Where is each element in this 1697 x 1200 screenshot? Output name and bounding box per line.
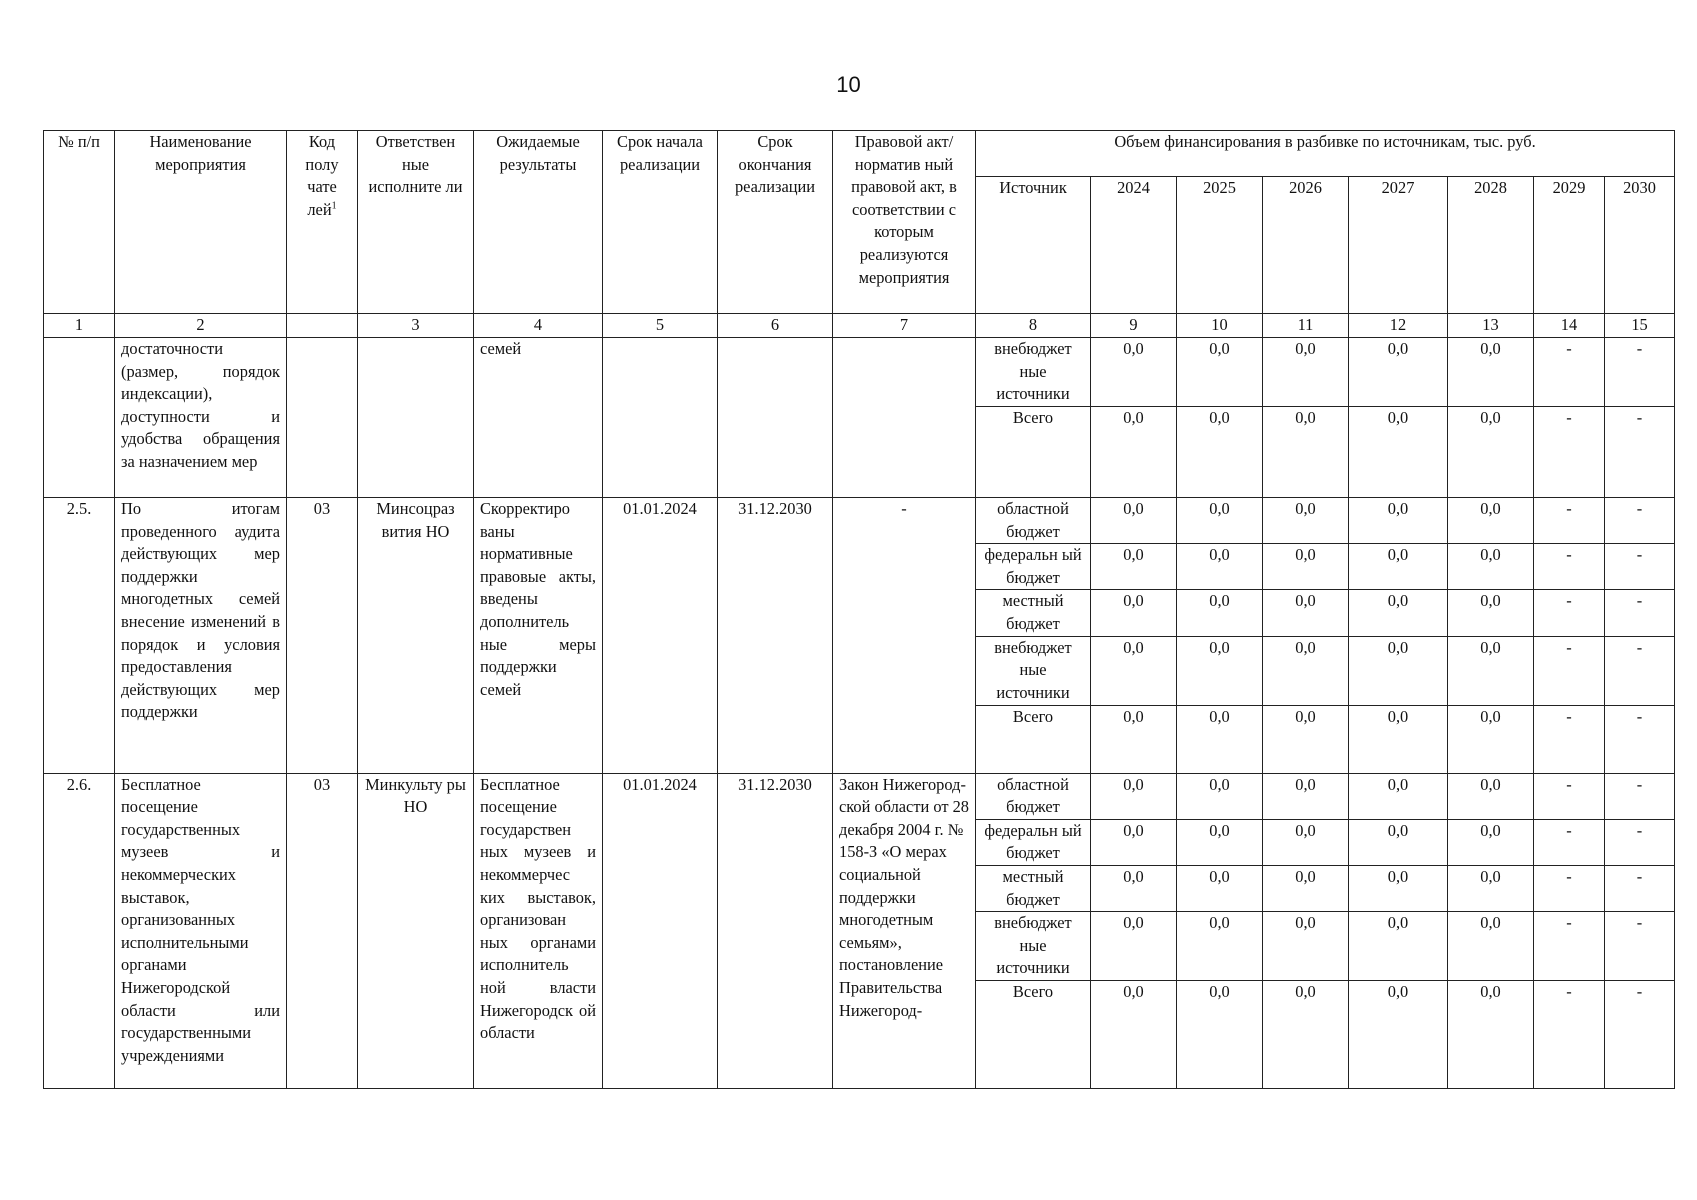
funding-source: внебюджет ные источники: [976, 636, 1091, 705]
header-results: Ожидаемые результаты: [474, 131, 603, 314]
value-2026: 0,0: [1263, 773, 1349, 819]
value-2025: 0,0: [1177, 912, 1263, 981]
value-2028: 0,0: [1448, 865, 1534, 911]
value-2030: -: [1605, 819, 1675, 865]
value-2028: 0,0: [1448, 773, 1534, 819]
value-2025: 0,0: [1177, 498, 1263, 544]
column-number: 10: [1177, 314, 1263, 338]
header-code-footnote: 1: [331, 200, 337, 212]
header-start: Срок начала реализации: [603, 131, 718, 314]
column-number: 4: [474, 314, 603, 338]
value-2024: 0,0: [1091, 590, 1177, 636]
value-2028: 0,0: [1448, 498, 1534, 544]
funding-row: [44, 773, 1675, 819]
column-number: 12: [1349, 314, 1448, 338]
value-2030: -: [1605, 981, 1675, 1089]
value-2029: -: [1534, 498, 1605, 544]
responsible-executor: Минкульту ры НО: [358, 773, 474, 1089]
header-year-2026: 2026: [1263, 177, 1349, 314]
funding-source: Всего: [976, 981, 1091, 1089]
value-2029: -: [1534, 544, 1605, 590]
value-2026: 0,0: [1263, 407, 1349, 498]
value-2026: 0,0: [1263, 498, 1349, 544]
value-2028: 0,0: [1448, 819, 1534, 865]
column-number: 5: [603, 314, 718, 338]
legal-act: Закон Нижегород-ской области от 28 декабря 2004 г. № 158-З «О мерах социальной поддержки многодетным семьям», постановление Правительства Нижегород-: [833, 773, 976, 1089]
funding-source: местный бюджет: [976, 865, 1091, 911]
header-source: Источник: [976, 177, 1091, 314]
value-2030: -: [1605, 338, 1675, 407]
value-2029: -: [1534, 981, 1605, 1089]
value-2027: 0,0: [1349, 773, 1448, 819]
value-2026: 0,0: [1263, 544, 1349, 590]
column-number: 14: [1534, 314, 1605, 338]
value-2026: 0,0: [1263, 981, 1349, 1089]
column-number: [287, 314, 358, 338]
legal-act: [833, 338, 976, 498]
value-2025: 0,0: [1177, 636, 1263, 705]
value-2027: 0,0: [1349, 636, 1448, 705]
header-end: Срок окончания реализации: [718, 131, 833, 314]
value-2026: 0,0: [1263, 636, 1349, 705]
value-2025: 0,0: [1177, 819, 1263, 865]
value-2030: -: [1605, 590, 1675, 636]
value-2026: 0,0: [1263, 338, 1349, 407]
column-number: 3: [358, 314, 474, 338]
value-2027: 0,0: [1349, 705, 1448, 773]
funding-source: федеральн ый бюджет: [976, 544, 1091, 590]
column-number: 13: [1448, 314, 1534, 338]
column-number: 6: [718, 314, 833, 338]
start-date: 01.01.2024: [603, 498, 718, 774]
value-2029: -: [1534, 865, 1605, 911]
funding-source: Всего: [976, 705, 1091, 773]
column-number: 7: [833, 314, 976, 338]
column-number: 2: [115, 314, 287, 338]
funding-source: федеральн ый бюджет: [976, 819, 1091, 865]
header-executors: Ответствен ные исполните ли: [358, 131, 474, 314]
value-2028: 0,0: [1448, 636, 1534, 705]
value-2026: 0,0: [1263, 912, 1349, 981]
item-name: По итогам проведенного аудита действующих мер поддержки многодетных семей внесение изменений в порядок и условия предоставления действующих мер поддержки: [115, 498, 287, 774]
value-2027: 0,0: [1349, 407, 1448, 498]
value-2025: 0,0: [1177, 773, 1263, 819]
value-2030: -: [1605, 912, 1675, 981]
value-2025: 0,0: [1177, 338, 1263, 407]
column-number: 1: [44, 314, 115, 338]
page-number: 10: [836, 72, 861, 97]
value-2029: -: [1534, 590, 1605, 636]
header-num: № п/п: [44, 131, 115, 314]
value-2029: -: [1534, 407, 1605, 498]
value-2026: 0,0: [1263, 705, 1349, 773]
end-date: 31.12.2030: [718, 498, 833, 774]
value-2026: 0,0: [1263, 865, 1349, 911]
value-2030: -: [1605, 705, 1675, 773]
expected-result: Бесплатное посещение государствен ных музеев и некоммерчес ких выставок, организован ных органами исполнитель ной власти Нижегородск ой области: [474, 773, 603, 1089]
value-2030: -: [1605, 544, 1675, 590]
value-2027: 0,0: [1349, 590, 1448, 636]
header-year-2028: 2028: [1448, 177, 1534, 314]
value-2030: -: [1605, 636, 1675, 705]
header-code: [287, 131, 358, 314]
header-code-text: Код полу чате лей: [305, 132, 339, 219]
value-2026: 0,0: [1263, 819, 1349, 865]
item-number: 2.5.: [44, 498, 115, 774]
value-2029: -: [1534, 338, 1605, 407]
column-number: 8: [976, 314, 1091, 338]
funding-source: внебюджет ные источники: [976, 338, 1091, 407]
value-2029: -: [1534, 819, 1605, 865]
funding-row: [44, 338, 1675, 407]
item-number: 2.6.: [44, 773, 115, 1089]
legal-act: -: [833, 498, 976, 774]
header-name: Наименование мероприятия: [115, 131, 287, 314]
value-2028: 0,0: [1448, 912, 1534, 981]
value-2027: 0,0: [1349, 819, 1448, 865]
end-date: 31.12.2030: [718, 773, 833, 1089]
recipient-code: 03: [287, 773, 358, 1089]
item-name: достаточности (размер, порядок индексации), доступности и удобства обращения за назначением мер: [115, 338, 287, 498]
value-2030: -: [1605, 498, 1675, 544]
value-2028: 0,0: [1448, 590, 1534, 636]
value-2028: 0,0: [1448, 407, 1534, 498]
funding-source: Всего: [976, 407, 1091, 498]
header-legal-act: Правовой акт/норматив ный правовой акт, в соответствии с которым реализуются мероприятия: [833, 131, 976, 314]
value-2030: -: [1605, 773, 1675, 819]
value-2025: 0,0: [1177, 981, 1263, 1089]
header-year-2025: 2025: [1177, 177, 1263, 314]
responsible-executor: Минсоцраз вития НО: [358, 498, 474, 774]
value-2027: 0,0: [1349, 912, 1448, 981]
item-number: [44, 338, 115, 498]
value-2029: -: [1534, 636, 1605, 705]
funding-table: [43, 130, 1675, 1089]
header-year-2029: 2029: [1534, 177, 1605, 314]
value-2027: 0,0: [1349, 981, 1448, 1089]
funding-source: местный бюджет: [976, 590, 1091, 636]
column-numbers-row: [44, 314, 1675, 338]
value-2025: 0,0: [1177, 590, 1263, 636]
value-2028: 0,0: [1448, 544, 1534, 590]
value-2028: 0,0: [1448, 338, 1534, 407]
funding-source: областной бюджет: [976, 498, 1091, 544]
value-2028: 0,0: [1448, 981, 1534, 1089]
value-2029: -: [1534, 773, 1605, 819]
start-date: 01.01.2024: [603, 773, 718, 1089]
funding-source: внебюджет ные источники: [976, 912, 1091, 981]
header-funding: Объем финансирования в разбивке по источникам, тыс. руб.: [976, 131, 1675, 177]
column-number: 11: [1263, 314, 1349, 338]
recipient-code: [287, 338, 358, 498]
value-2024: 0,0: [1091, 981, 1177, 1089]
value-2027: 0,0: [1349, 544, 1448, 590]
value-2024: 0,0: [1091, 544, 1177, 590]
value-2025: 0,0: [1177, 544, 1263, 590]
expected-result: Скорректиро ваны нормативные правовые акты, введены дополнитель ные меры поддержки семей: [474, 498, 603, 774]
value-2029: -: [1534, 705, 1605, 773]
value-2024: 0,0: [1091, 498, 1177, 544]
value-2024: 0,0: [1091, 705, 1177, 773]
value-2024: 0,0: [1091, 865, 1177, 911]
value-2024: 0,0: [1091, 819, 1177, 865]
funding-row: [44, 498, 1675, 544]
value-2024: 0,0: [1091, 338, 1177, 407]
start-date: [603, 338, 718, 498]
value-2024: 0,0: [1091, 636, 1177, 705]
value-2029: -: [1534, 912, 1605, 981]
header-year-2024: 2024: [1091, 177, 1177, 314]
column-number: 15: [1605, 314, 1675, 338]
value-2028: 0,0: [1448, 705, 1534, 773]
value-2030: -: [1605, 865, 1675, 911]
recipient-code: 03: [287, 498, 358, 774]
value-2027: 0,0: [1349, 865, 1448, 911]
expected-result: семей: [474, 338, 603, 498]
value-2024: 0,0: [1091, 912, 1177, 981]
end-date: [718, 338, 833, 498]
item-name: Бесплатное посещение государственных музеев и некоммерческих выставок, организованных исполнительными органами Нижегородской области или государственными учреждениями: [115, 773, 287, 1089]
value-2027: 0,0: [1349, 338, 1448, 407]
value-2025: 0,0: [1177, 407, 1263, 498]
value-2024: 0,0: [1091, 407, 1177, 498]
header-year-2027: 2027: [1349, 177, 1448, 314]
value-2026: 0,0: [1263, 590, 1349, 636]
value-2025: 0,0: [1177, 705, 1263, 773]
value-2025: 0,0: [1177, 865, 1263, 911]
responsible-executor: [358, 338, 474, 498]
value-2030: -: [1605, 407, 1675, 498]
value-2024: 0,0: [1091, 773, 1177, 819]
value-2027: 0,0: [1349, 498, 1448, 544]
column-number: 9: [1091, 314, 1177, 338]
header-year-2030: 2030: [1605, 177, 1675, 314]
funding-source: областной бюджет: [976, 773, 1091, 819]
